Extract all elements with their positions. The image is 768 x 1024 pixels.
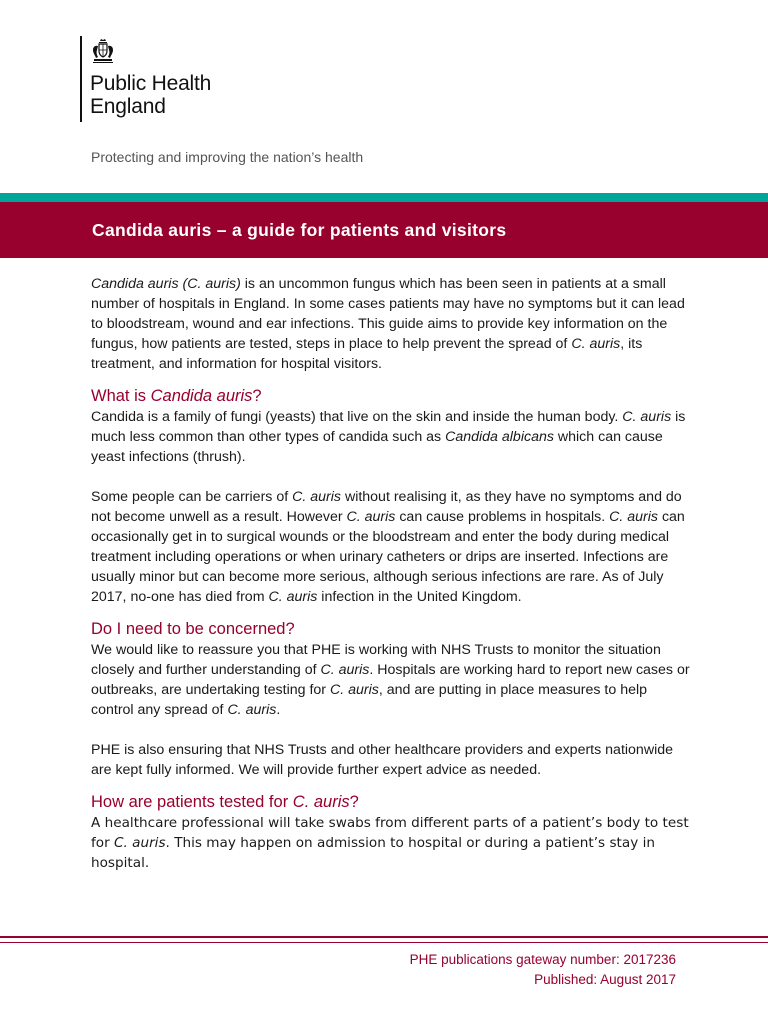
royal-coat-of-arms-icon (90, 38, 116, 64)
text: without realising it, as they have no symptoms and do not become unwell as a result. However (91, 489, 682, 525)
heading-term: Candida auris (150, 387, 253, 405)
section3-paragraph-1 (91, 813, 691, 873)
term: C. auris (622, 409, 672, 425)
term: C. auris (320, 662, 370, 678)
term: C. auris (346, 509, 396, 525)
section1-paragraph-2 (91, 487, 691, 607)
org-name-line2: England (90, 95, 166, 118)
text: can occasionally get in to surgical wounds or the bloodstream and enter the body during medical treatment including operations or when urinary catheters or drips are inserted. Infections are usually minor but can become more serious, although serious infections are rare. As of July 2017, no-one has died from (91, 509, 685, 605)
heading-text: What is (91, 387, 151, 405)
term: C. auris (292, 489, 341, 505)
text: . Hospitals are working hard to report new cases or outbreaks, are undertaking testing for (91, 662, 690, 698)
heading-text-end: ? (252, 387, 262, 405)
logo-rule (80, 36, 82, 122)
section1-paragraph-1 (91, 407, 691, 467)
term: C. auris (114, 835, 166, 851)
document-body (91, 274, 691, 873)
footer (410, 950, 676, 990)
text: A healthcare professional will take swabs from different parts of a patient’s body to test for (91, 815, 689, 851)
heading-text-end: ? (349, 793, 359, 811)
heading-text: How are patients tested for (91, 793, 293, 811)
term: C. auris (329, 682, 379, 698)
text: . This may happen on admission to hospital or during a patient’s stay in hospital. (91, 835, 655, 871)
section2-paragraph-2: PHE is also ensuring that NHS Trusts and other healthcare providers and experts nationwide are kept fully informed. We will provide further expert advice as needed. (91, 742, 673, 778)
text: Candida is a family of fungi (yeasts) that live on the skin and inside the human body. (91, 409, 623, 425)
section-heading-concerned: Do I need to be concerned? (91, 620, 295, 638)
section2-paragraph-1 (91, 640, 691, 720)
intro-term: Candida auris (C. auris) (91, 276, 241, 292)
text: can cause problems in hospitals. (395, 509, 610, 525)
title-band (0, 202, 768, 258)
footer-rule-thin (0, 942, 768, 943)
text: is much less common than other types of candida such as (91, 409, 686, 445)
heading-term: C. auris (292, 793, 350, 811)
published-date: Published: August 2017 (534, 972, 676, 987)
term: C. auris (609, 509, 658, 525)
term: Candida albicans (445, 429, 554, 445)
section-heading-what-is (91, 385, 691, 407)
text: , and are putting in place measures to help control any spread of (91, 682, 648, 718)
intro-text-2: , its treatment, and information for hospital visitors. (91, 336, 643, 372)
footer-rule (0, 936, 768, 938)
section-heading-testing (91, 791, 691, 813)
org-name (90, 72, 211, 118)
org-name-line1: Public Health (90, 72, 212, 95)
text: infection in the United Kingdom. (317, 589, 522, 605)
teal-accent-bar (0, 193, 768, 202)
term: C. auris (268, 589, 318, 605)
text: . (276, 702, 281, 718)
tagline: Protecting and improving the nation’s health (91, 149, 364, 165)
text: We would like to reassure you that PHE is working with NHS Trusts to monitor the situation closely and further understanding of (91, 642, 661, 678)
intro-text-1: is an uncommon fungus which has been seen in patients at a small number of hospitals in England. In some cases patients may have no symptoms but it can lead to bloodstream, wound and ear infections. This guide aims to provide key information on the fungus, how patients are tested, steps in place to help prevent the spread of (91, 276, 685, 352)
text: Some people can be carriers of (91, 489, 293, 505)
intro-term-2: C. auris (571, 336, 621, 352)
intro-paragraph (91, 274, 691, 374)
term: C. auris (227, 702, 277, 718)
text: which can cause yeast infections (thrush). (91, 429, 663, 465)
gateway-number: PHE publications gateway number: 2017236 (409, 952, 676, 967)
document-title: Candida auris – a guide for patients and visitors (92, 220, 507, 240)
